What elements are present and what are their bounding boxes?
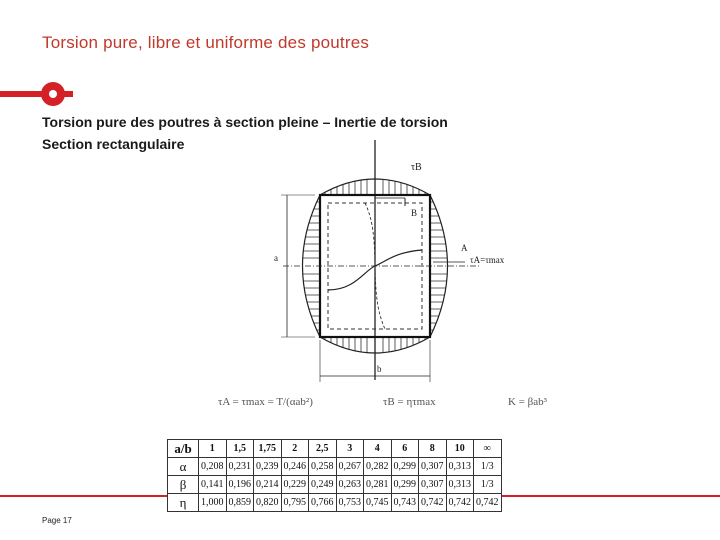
decorative-node-icon (41, 82, 65, 106)
table-cell: 0,239 (254, 458, 282, 476)
table-cell: 0,299 (391, 458, 419, 476)
table-cell: 0,742 (446, 494, 474, 512)
table-header-cell: 3 (336, 440, 364, 458)
subtitle-line-2: Section rectangulaire (42, 136, 185, 152)
label-a-point: A (461, 243, 468, 253)
table-cell: 0,743 (391, 494, 419, 512)
table-cell: 1,000 (199, 494, 227, 512)
table-cell: 0,229 (281, 476, 309, 494)
table-cell: 0,795 (281, 494, 309, 512)
table-cell: 0,258 (309, 458, 337, 476)
table-cell: 0,208 (199, 458, 227, 476)
table-cell: 0,313 (446, 476, 474, 494)
table-cell: 0,753 (336, 494, 364, 512)
table-header-cell: ∞ (474, 440, 502, 458)
table-header-cell: 1,5 (226, 440, 254, 458)
table-cell: 1/3 (474, 476, 502, 494)
table-row-symbol: η (168, 494, 199, 512)
torsion-coefficients-table (167, 439, 502, 512)
table-row (168, 476, 502, 494)
label-dim-a: a (274, 253, 278, 263)
table-cell: 0,214 (254, 476, 282, 494)
table-cell: 0,313 (446, 458, 474, 476)
table-cell: 0,745 (364, 494, 392, 512)
table-cell: 0,141 (199, 476, 227, 494)
table-cell: 0,263 (336, 476, 364, 494)
table-cell: 0,299 (391, 476, 419, 494)
table-cell: 0,231 (226, 458, 254, 476)
label-b-point: B (411, 208, 418, 218)
table-cell: 0,820 (254, 494, 282, 512)
table-header-cell: 1,75 (254, 440, 282, 458)
table-header-cell: 8 (419, 440, 447, 458)
table-cell: 0,766 (309, 494, 337, 512)
subtitle-line-1: Torsion pure des poutres à section pleine – Inertie de torsion (42, 114, 448, 130)
table-header-row (168, 440, 502, 458)
table-cell: 0,281 (364, 476, 392, 494)
table-cell: 0,246 (281, 458, 309, 476)
table-cell: 0,742 (474, 494, 502, 512)
formula-tau-b: τB = ητmax (383, 396, 436, 408)
table-header-cell: a/b (168, 440, 199, 458)
table-cell: 0,307 (419, 476, 447, 494)
label-tau-b: τB (411, 162, 422, 173)
table-header-cell: 2,5 (309, 440, 337, 458)
formula-k: K = βab³ (508, 396, 547, 408)
label-tau-a-max: τA=τmax (470, 255, 505, 265)
label-dim-b: b (377, 364, 382, 374)
table-cell: 0,267 (336, 458, 364, 476)
table-row-symbol: β (168, 476, 199, 494)
table-cell: 0,282 (364, 458, 392, 476)
table-row (168, 458, 502, 476)
formula-tau-a: τA = τmax = T/(αab²) (218, 396, 313, 408)
table-row (168, 494, 502, 512)
table-cell: 0,249 (309, 476, 337, 494)
table-row-symbol: α (168, 458, 199, 476)
table-cell: 0,859 (226, 494, 254, 512)
slide-title: Torsion pure, libre et uniforme des poutres (42, 33, 370, 52)
table-header-cell: 4 (364, 440, 392, 458)
table-header-cell: 2 (281, 440, 309, 458)
page-number: Page 17 (42, 516, 72, 525)
table-header-cell: 6 (391, 440, 419, 458)
table-cell: 0,196 (226, 476, 254, 494)
table-cell: 0,307 (419, 458, 447, 476)
table-header-cell: 1 (199, 440, 227, 458)
table-cell: 0,742 (419, 494, 447, 512)
stress-distribution-figure (265, 140, 535, 385)
table-header-cell: 10 (446, 440, 474, 458)
table-cell: 1/3 (474, 458, 502, 476)
